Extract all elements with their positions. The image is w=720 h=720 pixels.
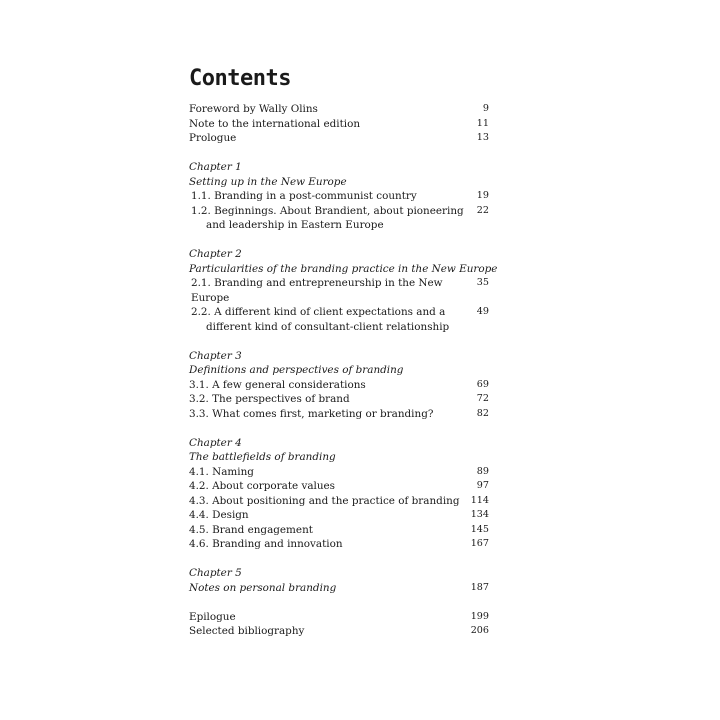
toc-entry-label: 4.4. Design — [189, 509, 249, 521]
toc-page-number: 114 — [470, 494, 489, 506]
toc-page-number: 9 — [482, 103, 489, 114]
toc-page-number: 187 — [470, 581, 489, 593]
toc-entry[interactable] — [189, 581, 489, 596]
toc-page-number: 19 — [476, 190, 489, 201]
chapter-heading: Chapter 2 — [189, 248, 242, 260]
chapter-subtitle: Setting up in the New Europe — [189, 175, 347, 188]
toc-entry[interactable] — [189, 537, 489, 552]
chapter-subtitle: Definitions and perspectives of branding — [189, 364, 404, 376]
toc-entry-label: 4.5. Brand engagement — [189, 523, 313, 536]
toc-page-number: 89 — [476, 465, 489, 477]
chapter-heading: Chapter 1 — [189, 161, 242, 173]
toc-entry-label: Selected bibliography — [189, 625, 305, 637]
toc-entry-label-line: 2.2. A different kind of client expectations and a — [191, 306, 446, 318]
toc-entry-label-continuation: and leadership in Eastern Europe — [206, 219, 384, 231]
toc-entry[interactable] — [189, 117, 489, 132]
toc-page-number: 72 — [476, 393, 489, 404]
toc-entry[interactable] — [189, 508, 489, 523]
toc-entry-label: 3.1. A few general considerations — [189, 378, 366, 391]
toc-entry-label: 2.1. Branding and entrepreneurship in the New Europe — [191, 277, 443, 304]
toc-page-number: 35 — [476, 277, 489, 288]
toc-entry[interactable] — [189, 276, 489, 305]
toc-page-number: 13 — [476, 132, 489, 143]
toc-entry-label: Prologue — [189, 132, 237, 144]
toc-entry-label: 4.3. About positioning and the practice of branding — [189, 494, 460, 507]
toc-entry[interactable] — [189, 204, 489, 233]
toc-page-number: 145 — [470, 523, 489, 535]
chapter-heading: Chapter 4 — [189, 436, 242, 449]
contents-page — [189, 62, 498, 653]
toc-entry-label-line: 1.2. Beginnings. About Brandient, about pioneering — [191, 204, 464, 217]
chapter-3 — [189, 349, 489, 422]
toc-page-number: 82 — [476, 407, 489, 419]
toc-entry-label: 4.1. Naming — [189, 465, 254, 478]
toc-entry[interactable] — [189, 523, 489, 538]
toc-entry-label: Note to the international edition — [189, 117, 361, 130]
toc-page-number: 167 — [470, 538, 489, 549]
toc-page-number: 206 — [470, 625, 489, 636]
toc-entry[interactable] — [189, 392, 489, 407]
toc-entry-label: 3.2. The perspectives of brand — [189, 393, 350, 405]
toc-page-number: 49 — [476, 306, 489, 317]
toc-page-number: 11 — [476, 117, 489, 129]
toc-entry-label-continuation: different kind of consultant-client relationship — [206, 320, 450, 333]
toc-entry-label: 3.3. What comes first, marketing or branding? — [189, 407, 434, 420]
toc-entry-label — [191, 204, 464, 233]
chapter-1 — [189, 160, 489, 233]
chapter-heading: Chapter 5 — [189, 567, 242, 579]
toc-page-number: 199 — [470, 610, 489, 622]
chapter-2 — [189, 247, 498, 334]
toc-entry[interactable] — [189, 610, 489, 625]
toc-entry-label: Foreword by Wally Olins — [189, 103, 318, 115]
toc-entry[interactable] — [189, 407, 489, 422]
toc-entry-label: Epilogue — [189, 610, 236, 623]
toc-entry[interactable] — [189, 479, 489, 494]
chapter-5 — [189, 566, 489, 595]
toc-page-number: 22 — [476, 204, 489, 216]
toc-entry[interactable] — [189, 305, 489, 334]
toc-entry-label — [191, 305, 449, 334]
chapter-4 — [189, 436, 489, 552]
toc-page-number: 97 — [476, 480, 489, 491]
back-matter — [189, 610, 489, 639]
toc-entry[interactable] — [189, 378, 489, 393]
chapter-heading: Chapter 3 — [189, 349, 242, 362]
toc-entry[interactable] — [189, 465, 489, 480]
chapter-subtitle: The battlefields of branding — [189, 451, 336, 463]
toc-entry[interactable] — [189, 102, 489, 117]
chapter-subtitle: Notes on personal branding — [189, 581, 337, 594]
toc-page-number: 69 — [476, 378, 489, 390]
toc-entry-label: 1.1. Branding in a post-communist country — [191, 190, 417, 202]
front-matter — [189, 102, 489, 146]
toc-entry[interactable] — [189, 131, 489, 146]
page-title: Contents — [189, 66, 291, 91]
toc-entry[interactable] — [189, 624, 489, 639]
toc-page-number: 134 — [470, 509, 489, 520]
toc-entry[interactable] — [189, 189, 489, 204]
toc-entry-label: 4.6. Branding and innovation — [189, 538, 343, 550]
chapter-subtitle: Particularities of the branding practice in the New Europe — [189, 262, 498, 275]
toc-entry[interactable] — [189, 494, 489, 509]
toc-entry-label: 4.2. About corporate values — [189, 480, 336, 492]
